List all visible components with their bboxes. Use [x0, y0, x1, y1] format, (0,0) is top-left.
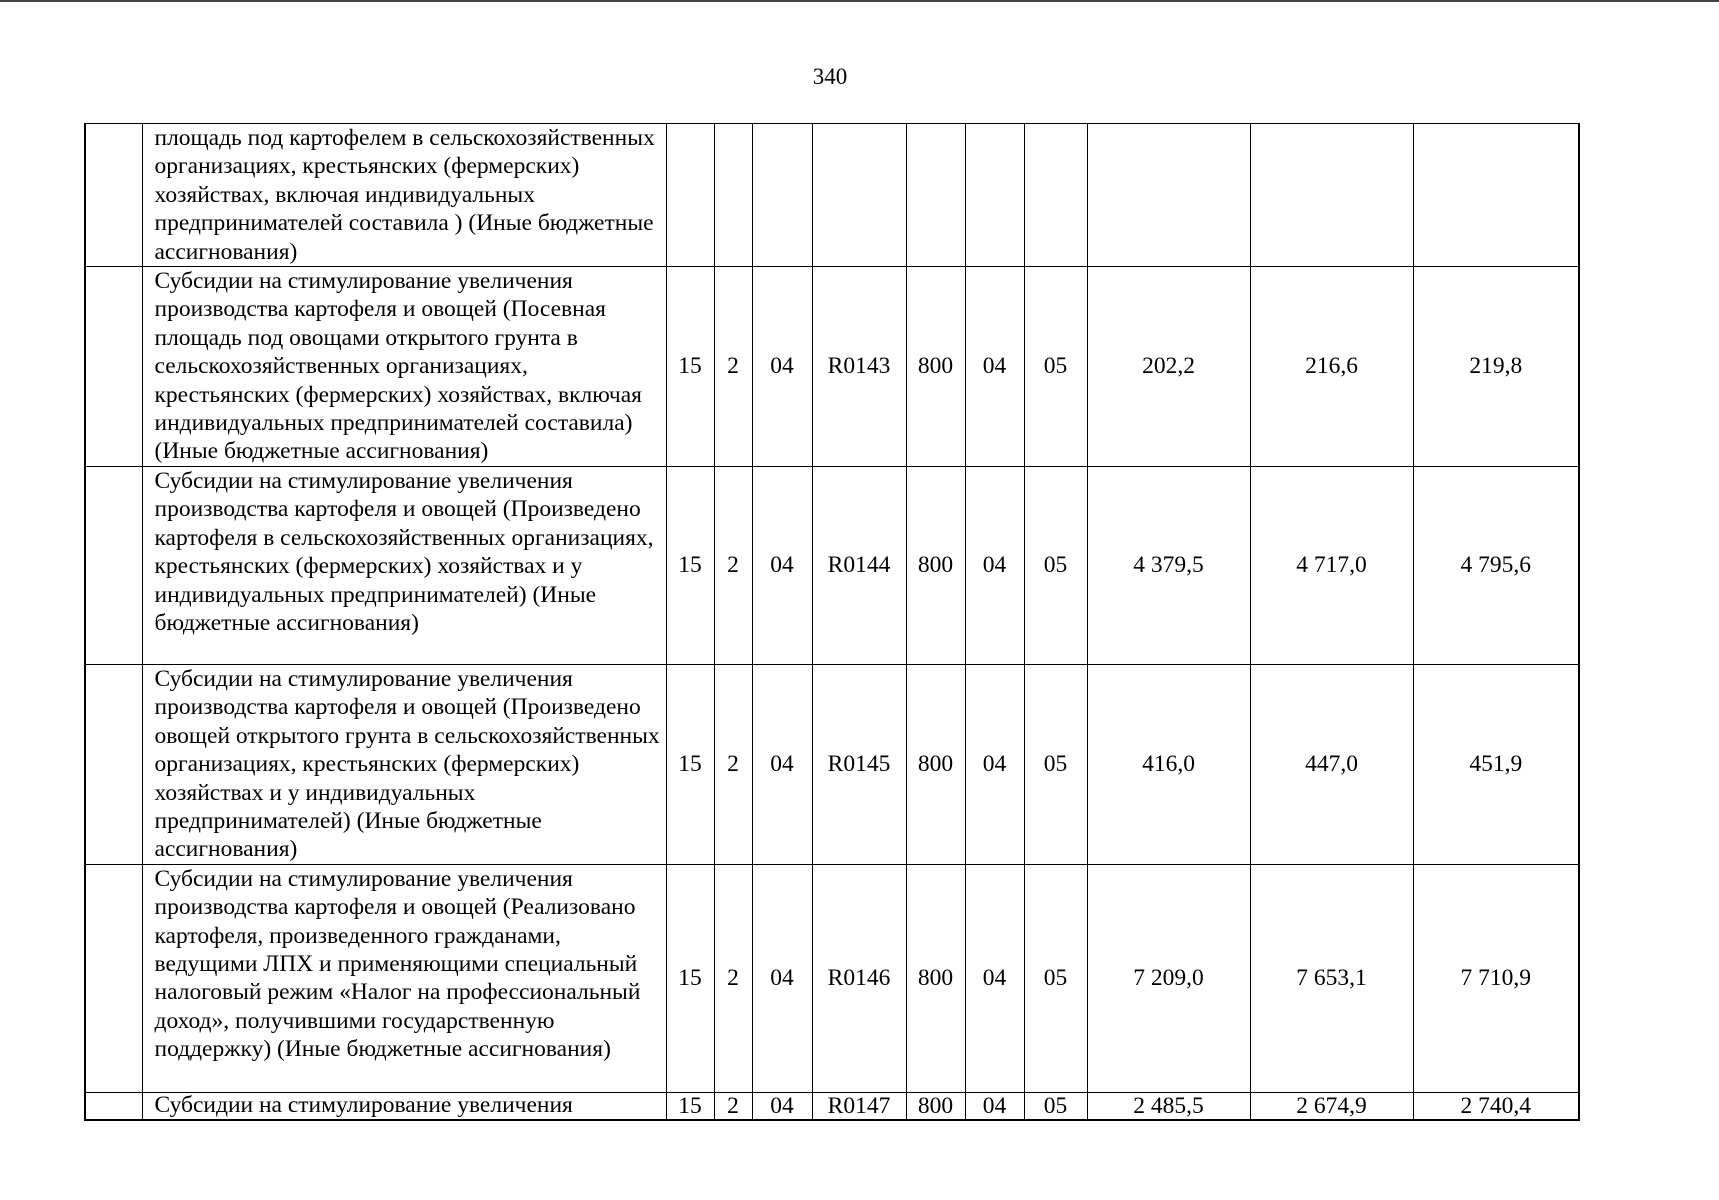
- page-number: 340: [812, 64, 848, 89]
- code-cell: 2: [714, 267, 752, 467]
- code-cell: 800: [906, 1092, 965, 1120]
- code-cell: R0143: [812, 267, 906, 467]
- code-cell: 05: [1024, 1092, 1087, 1120]
- code-cell: 05: [1024, 466, 1087, 664]
- code-cell: [906, 124, 965, 267]
- top-edge-rule: [0, 0, 1719, 2]
- amount-cell: 4 795,6: [1413, 466, 1579, 664]
- amount-cell: [1413, 124, 1579, 267]
- amount-cell: 2 740,4: [1413, 1092, 1579, 1120]
- amount-cell: 7 653,1: [1250, 864, 1413, 1092]
- code-cell: R0145: [812, 664, 906, 864]
- code-cell: 04: [965, 1092, 1024, 1120]
- row-number-cell: [85, 864, 142, 1092]
- amount-cell: 2 674,9: [1250, 1092, 1413, 1120]
- code-cell: [812, 124, 906, 267]
- amount-cell: [1087, 124, 1250, 267]
- amount-cell: 447,0: [1250, 664, 1413, 864]
- code-cell: 04: [752, 864, 812, 1092]
- code-cell: [752, 124, 812, 267]
- amount-cell: 202,2: [1087, 267, 1250, 467]
- code-cell: 2: [714, 864, 752, 1092]
- amount-cell: 451,9: [1413, 664, 1579, 864]
- row-number-cell: [85, 124, 142, 267]
- amount-cell: [1250, 124, 1413, 267]
- code-cell: 2: [714, 466, 752, 664]
- code-cell: R0147: [812, 1092, 906, 1120]
- code-cell: 05: [1024, 267, 1087, 467]
- code-cell: 04: [752, 664, 812, 864]
- code-cell: [1024, 124, 1087, 267]
- code-cell: 04: [752, 267, 812, 467]
- row-name-cell: Субсидии на стимулирование увеличения производства картофеля и овощей (Произведено овощей открытого грунта в сельскохозяйственных организациях, крестьянских (фермерских) хозяйствах и у индивидуальных предпринимателей) (Иные бюджетные ассигнования): [142, 664, 666, 864]
- table-row: [85, 864, 1579, 1092]
- amount-cell: 4 379,5: [1087, 466, 1250, 664]
- table-row: [85, 124, 1579, 267]
- amount-cell: 2 485,5: [1087, 1092, 1250, 1120]
- code-cell: 2: [714, 1092, 752, 1120]
- code-cell: 15: [666, 466, 714, 664]
- amount-cell: 216,6: [1250, 267, 1413, 467]
- row-name-cell: Субсидии на стимулирование увеличения: [142, 1092, 666, 1120]
- code-cell: 04: [965, 267, 1024, 467]
- amount-cell: 219,8: [1413, 267, 1579, 467]
- row-number-cell: [85, 664, 142, 864]
- code-cell: 15: [666, 864, 714, 1092]
- code-cell: 800: [906, 267, 965, 467]
- code-cell: 800: [906, 864, 965, 1092]
- code-cell: 04: [965, 864, 1024, 1092]
- code-cell: 15: [666, 267, 714, 467]
- code-cell: 05: [1024, 664, 1087, 864]
- code-cell: 800: [906, 664, 965, 864]
- row-number-cell: [85, 466, 142, 664]
- code-cell: R0146: [812, 864, 906, 1092]
- code-cell: [965, 124, 1024, 267]
- code-cell: 2: [714, 664, 752, 864]
- row-number-cell: [85, 1092, 142, 1120]
- amount-cell: 4 717,0: [1250, 466, 1413, 664]
- code-cell: 05: [1024, 864, 1087, 1092]
- amount-cell: 7 209,0: [1087, 864, 1250, 1092]
- amount-cell: 416,0: [1087, 664, 1250, 864]
- code-cell: 800: [906, 466, 965, 664]
- row-number-cell: [85, 267, 142, 467]
- budget-table: [84, 123, 1580, 1121]
- code-cell: 04: [965, 664, 1024, 864]
- code-cell: 04: [752, 466, 812, 664]
- row-name-cell: Субсидии на стимулирование увеличения производства картофеля и овощей (Произведено картофеля в сельскохозяйственных организациях, крестьянских (фермерских) хозяйствах и у индивидуальных предпринимателей) (Иные бюджетные ассигнования): [142, 466, 666, 664]
- code-cell: 15: [666, 1092, 714, 1120]
- code-cell: 04: [965, 466, 1024, 664]
- table-row: [85, 267, 1579, 467]
- row-name-cell: Субсидии на стимулирование увеличения производства картофеля и овощей (Реализовано картофеля, произведенного гражданами, ведущими ЛПХ и применяющими специальный налоговый режим «Налог на профессиональный доход», получившими государственную поддержку) (Иные бюджетные ассигнования): [142, 864, 666, 1092]
- code-cell: R0144: [812, 466, 906, 664]
- table-row: [85, 664, 1579, 864]
- table-row: [85, 1092, 1579, 1120]
- code-cell: [666, 124, 714, 267]
- amount-cell: 7 710,9: [1413, 864, 1579, 1092]
- row-name-cell: Субсидии на стимулирование увеличения производства картофеля и овощей (Посевная площадь под овощами открытого грунта в сельскохозяйственных организациях, крестьянских (фермерских) хозяйствах, включая индивидуальных предпринимателей составила) (Иные бюджетные ассигнования): [142, 267, 666, 467]
- table-row: [85, 466, 1579, 664]
- code-cell: 15: [666, 664, 714, 864]
- code-cell: [714, 124, 752, 267]
- code-cell: 04: [752, 1092, 812, 1120]
- row-name-cell: площадь под картофелем в сельскохозяйственных организациях, крестьянских (фермерских) хозяйствах, включая индивидуальных предпринимателей составила ) (Иные бюджетные ассигнования): [142, 124, 666, 267]
